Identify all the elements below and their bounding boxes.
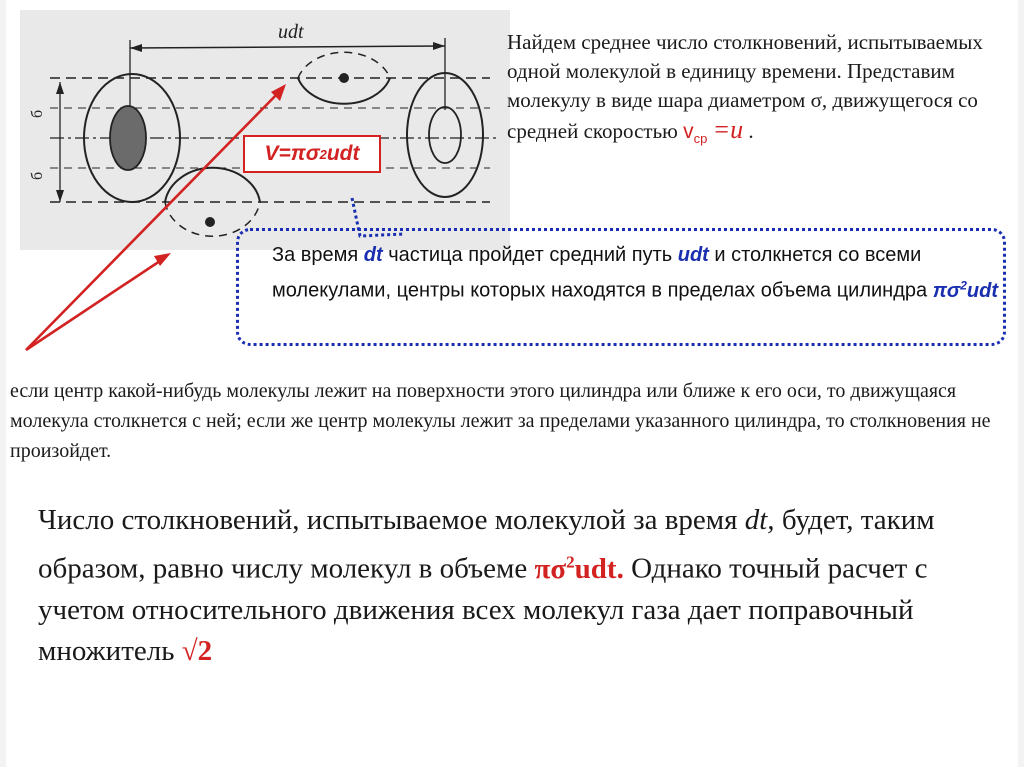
formula-suffix: udt <box>326 142 360 165</box>
velocity-symbol <box>683 120 708 147</box>
sigma-label-top: б <box>29 109 46 118</box>
note-volume <box>933 280 998 302</box>
intro-end: . <box>748 119 754 143</box>
note-udt: udt <box>677 244 709 266</box>
sqrt2-factor: √2 <box>181 634 213 667</box>
conclusion-part2: будет, таким образом, равно числу молекул в объеме <box>38 504 935 585</box>
conclusion-dt: dt, <box>744 504 775 536</box>
conclusion-text <box>38 500 998 672</box>
note-part2: частица пройдет средний путь <box>382 244 678 266</box>
velocity-letter: v <box>683 120 694 143</box>
udt-dimension-label: udt <box>278 21 304 43</box>
intro-text <box>507 28 997 153</box>
sigma-label-bottom: б <box>29 171 46 180</box>
intro-body: Найдем среднее число столкновений, испытываемых одной молекулой в единицу времени. Представим молекулу в виде шара диаметром σ, движущегося со средней скоростью <box>507 30 983 143</box>
note-volume-suffix: udt <box>966 279 998 302</box>
conclusion-volume-suffix: udt. <box>574 552 624 585</box>
note-volume-prefix: πσ <box>932 279 961 302</box>
conclusion-volume <box>535 553 624 585</box>
explanation-paragraph: если центр какой-нибудь молекулы лежит на поверхности этого цилиндра или ближе к его оси, то движущаяся молекула столкнется с ней; если же центр молекулы лежит за пределами указанного цилиндра, то столкновения не произойдет. <box>10 380 991 462</box>
conclusion-part1: Число столкновений, испытываемое молекулой за время <box>38 504 745 536</box>
conclusion-volume-prefix: πσ <box>534 552 567 585</box>
red-arrow-lower <box>26 257 166 350</box>
formula-prefix: V=πσ <box>264 142 320 165</box>
velocity-equals-u: =u <box>712 115 744 144</box>
note-part3: и столкнется со всеми молекулами, центры которых находятся в пределах объема цилиндра <box>272 244 933 302</box>
volume-formula-box <box>243 135 381 173</box>
note-volume-sup: 2 <box>960 278 967 292</box>
velocity-subscript: ср <box>693 131 708 147</box>
note-text <box>272 240 1002 306</box>
formula-sup: 2 <box>319 146 327 162</box>
note-dt: dt <box>363 244 383 266</box>
conclusion-volume-sup: 2 <box>566 552 575 571</box>
note-part1: За время <box>272 244 364 266</box>
conclusion-part3: Однако точный расчет с учетом относительного движения всех молекул газа дает поправочный множитель <box>38 552 928 667</box>
